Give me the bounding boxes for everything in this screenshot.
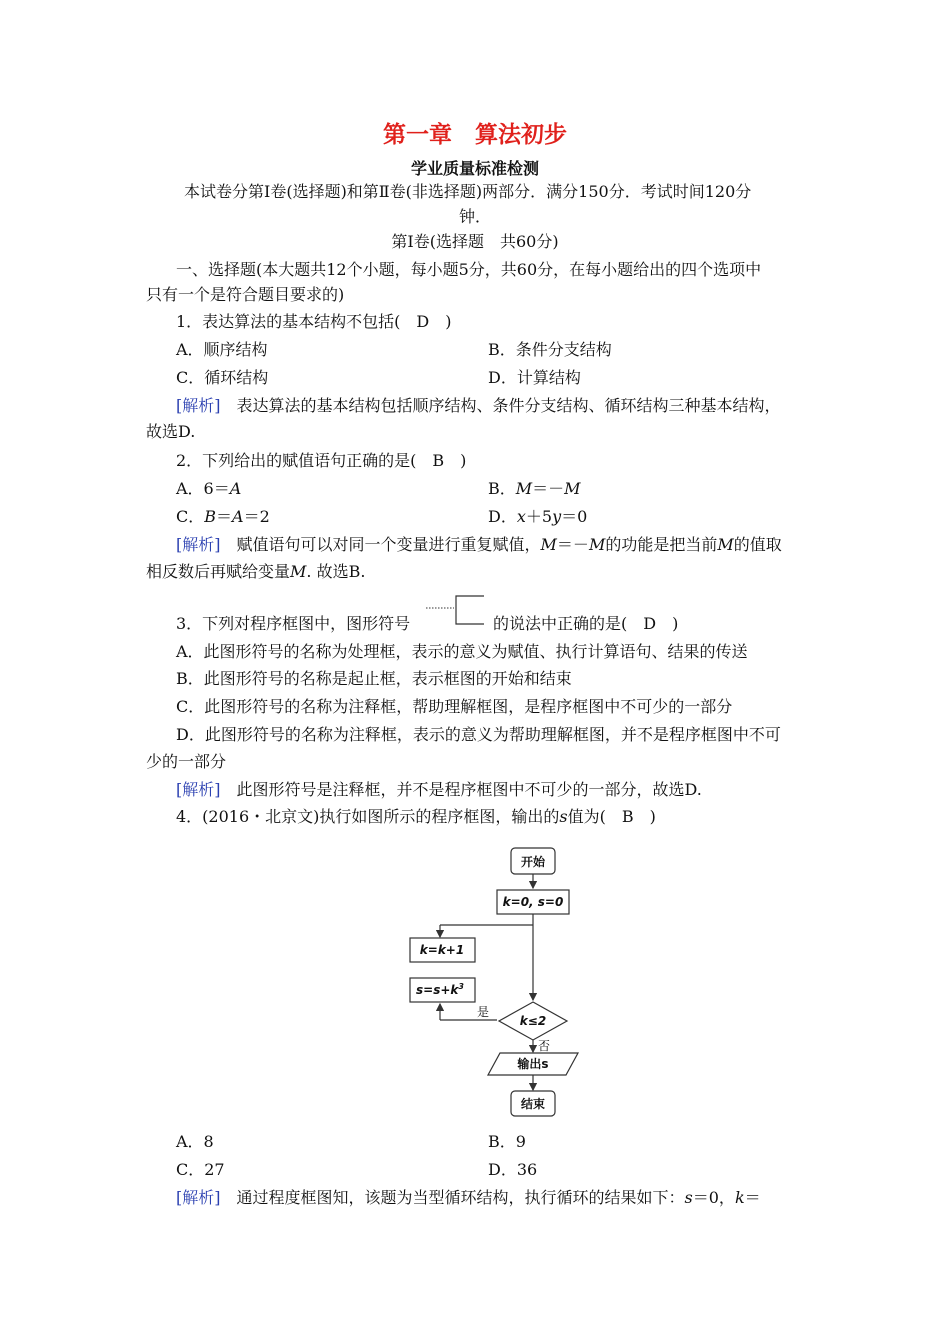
flow-end-label: 结束 [520, 1097, 546, 1111]
q1-stem: 1．表达算法的基本结构不包括( D ) [176, 312, 452, 331]
q3-option-c: C．此图形符号的名称为注释框，帮助理解框图，是程序框图中不可少的一部分 [176, 697, 733, 716]
section-heading: 第Ⅰ卷(选择题 共60分) [391, 232, 559, 251]
q4-option-c: C．27 [176, 1160, 225, 1179]
q2-option-a: A．6＝A [176, 479, 242, 498]
q3-stem-part-1: 3．下列对程序框图中，图形符号 [176, 614, 411, 633]
q4-option-b: B．9 [488, 1132, 526, 1151]
flow-init-label: k=0, s=0 [502, 895, 564, 909]
flow-increment-k-label: k=k+1 [419, 943, 465, 957]
q1-option-c: C．循环结构 [176, 368, 269, 387]
flow-start-label: 开始 [520, 855, 546, 869]
q1-option-a: A．顺序结构 [176, 340, 268, 359]
q4-stem: 4．(2016・北京文)执行如图所示的程序框图，输出的s值为( B ) [176, 807, 656, 826]
q1-analysis-line-1: [解析] 表达算法的基本结构包括顺序结构、条件分支结构、循环结构三种基本结构， [176, 396, 781, 415]
q2-stem: 2．下列给出的赋值语句正确的是( B ) [176, 451, 467, 470]
chapter-title: 第一章 算法初步 [383, 122, 567, 148]
test-subtitle: 学业质量标准检测 [410, 159, 539, 178]
q3-stem-part-2: 的说法中正确的是( D ) [493, 614, 679, 633]
flow-output-label: 输出s [517, 1057, 549, 1071]
flow-no-label: 否 [537, 1039, 551, 1053]
program-flowchart [400, 840, 600, 1120]
q3-option-a: A．此图形符号的名称为处理框，表示的意义为赋值、执行计算语句、结果的传送 [176, 642, 748, 661]
q4-option-a: A．8 [176, 1132, 214, 1151]
q4-option-d: D．36 [488, 1160, 538, 1179]
flow-yes-label: 是 [476, 1005, 490, 1019]
q3-analysis: [解析] 此图形符号是注释框，并不是程序框图中不可少的一部分，故选D. [176, 780, 702, 799]
annotation-box-symbol-icon [424, 594, 486, 634]
q2-option-b: B．M＝－M [488, 479, 581, 498]
instruction-line-2: 只有一个是符合题目要求的) [146, 285, 345, 304]
q1-analysis-line-2: 故选D. [146, 422, 196, 441]
q2-analysis-line-2: 相反数后再赋给变量M. 故选B. [146, 562, 366, 581]
q2-option-d: D．x＋5y＝0 [488, 507, 588, 526]
q3-option-d-line-1: D．此图形符号的名称为注释框，表示的意义为帮助理解框图，并不是程序框图中不可 [176, 725, 781, 744]
intro-line-1: 本试卷分第Ⅰ卷(选择题)和第Ⅱ卷(非选择题)两部分．满分150分．考试时间120分 [184, 182, 752, 201]
q3-option-d-line-2: 少的一部分 [146, 752, 227, 771]
q2-analysis-line-1: [解析] 赋值语句可以对同一个变量进行重复赋值，M＝－M的功能是把当前M的值取 [176, 535, 782, 554]
q1-option-b: B．条件分支结构 [488, 340, 612, 359]
q1-option-d: D．计算结构 [488, 368, 581, 387]
intro-line-2: 钟． [458, 207, 491, 226]
analysis-tag: [解析] [176, 396, 221, 415]
flow-accumulate-s-label: $s=s+k^3$ [416, 982, 464, 997]
instruction-line-1: 一、选择题(本大题共12个小题，每小题5分，共60分，在每小题给出的四个选项中 [176, 260, 762, 279]
q4-analysis: [解析] 通过程度框图知，该题为当型循环结构，执行循环的结果如下：s＝0，k＝ [176, 1188, 761, 1207]
flow-decision-label: k≤2 [519, 1014, 547, 1028]
q3-option-b: B．此图形符号的名称是起止框，表示框图的开始和结束 [176, 669, 572, 688]
q2-option-c: C．B＝A＝2 [176, 507, 270, 526]
